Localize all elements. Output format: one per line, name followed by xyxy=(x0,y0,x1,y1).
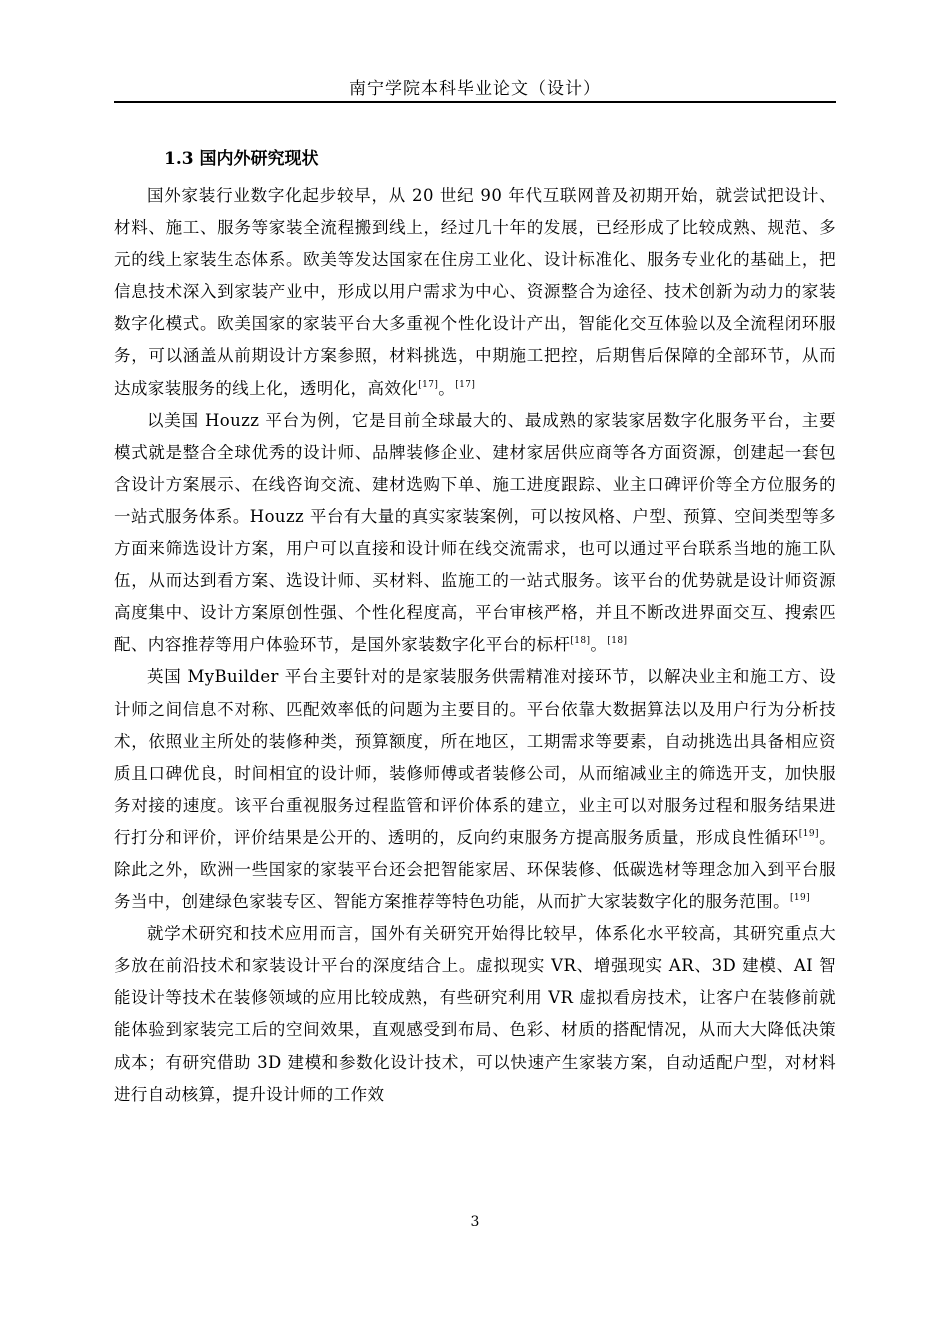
paragraph-2 xyxy=(114,405,836,662)
paragraph-text: 国外家装行业数字化起步较早，从 20 世纪 90 年代互联网普及初期开始，就尝试把设计、材料、施工、服务等家装全流程搬到线上，经过几十年的发展，已经形成了比较成熟、规范、多元的线上家装生态体系。欧美等发达国家在住房工业化、设计标准化、服务专业化的基础上，把信息技术深入到家装产业中，形成以用户需求为中心、资源整合为途径、技术创新为动力的家装数字化模式。欧美国家的家装平台大多重视个性化设计产出，智能化交互体验以及全流程闭环服务，可以涵盖从前期设计方案参照，材料挑选，中期施工把控，后期售后保障的全部环节，从而达成家装服务的线上化，透明化，高效化 xyxy=(114,186,836,398)
paragraph-text: 以美国 Houzz 平台为例，它是目前全球最大的、最成熟的家装家居数字化服务平台，主要模式就是整合全球优秀的设计师、品牌装修企业、建材家居供应商等各方面资源，创建起一套包含设计方案展示、在线咨询交流、建材选购下单、施工进度跟踪、业主口碑评价等全方位服务的一站式服务体系。Houzz 平台有大量的真实家装案例，可以按风格、户型、预算、空间类型等多方面来筛选设计方案，用户可以直接和设计师在线交流需求，也可以通过平台联系当地的施工队伍，从而达到看方案、选设计师、买材料、监施工的一站式服务。该平台的优势就是设计师资源高度集中、设计方案原创性强、个性化程度高，平台审核严格，并且不断改进界面交互、搜索匹配、内容推荐等用户体验环节，是国外家装数字化平台的标杆 xyxy=(114,410,836,655)
citation-ref: [18] xyxy=(570,636,591,647)
paragraph-text: 。 xyxy=(438,378,456,398)
citation-ref: [18] xyxy=(607,636,628,647)
page-number: 3 xyxy=(470,1214,480,1230)
paragraph-3 xyxy=(114,661,836,918)
section-heading: 1.3 国内外研究现状 xyxy=(164,149,319,169)
paragraph-4 xyxy=(114,918,836,1111)
paragraph-text: 英国 MyBuilder 平台主要针对的是家装服务供需精准对接环节，以解决业主和施工方、设计师之间信息不对称、匹配效率低的问题为主要目的。平台依靠大数据算法以及用户行为分析技术，依照业主所处的装修种类，预算额度，所在地区，工期需求等要素，自动挑选出具备相应资质且口碑优良，时间相宜的设计师，装修师傅或者装修公司，从而缩减业主的筛选开支，加快服务对接的速度。该平台重视服务过程监管和评价体系的建立，业主可以对服务过程和服务结果进行打分和评价，评价结果是公开的、透明的，反向约束服务方提高服务质量，形成良性循环 xyxy=(114,667,836,847)
body-text xyxy=(114,180,836,1111)
citation-ref: [17] xyxy=(418,379,439,390)
header-divider xyxy=(114,101,836,103)
paragraph-1 xyxy=(114,180,836,405)
citation-ref: [19] xyxy=(798,828,819,839)
paragraph-text: 。 xyxy=(590,635,608,655)
running-header: 南宁学院本科毕业论文（设计） xyxy=(349,79,601,99)
paragraph-text: 就学术研究和技术应用而言，国外有关研究开始得比较早，体系化水平较高，其研究重点大多放在前沿技术和家装设计平台的深度结合上。虚拟现实 VR、增强现实 AR、3D 建模、AI 智能设计等技术在装修领域的应用比较成熟，有些研究利用 VR 虚拟看房技术，让客户在装修前就能体验到家装完工后的空间效果，直观感受到布局、色彩、材质的搭配情况，从而大大降低决策成本；有研究借助 3D 建模和参数化设计技术，可以快速产生家装方案，自动适配户型，对材料进行自动核算，提升设计师的工作效 xyxy=(114,924,836,1104)
paragraph-text: 。除此之外，欧洲一些国家的家装平台还会把智能家居、环保装修、低碳选材等理念加入到平台服务当中，创建绿色家装专区、智能方案推荐等特色功能，从而扩大家装数字化的服务范围。 xyxy=(114,827,836,912)
citation-ref: [19] xyxy=(790,893,811,904)
citation-ref: [17] xyxy=(455,379,476,390)
